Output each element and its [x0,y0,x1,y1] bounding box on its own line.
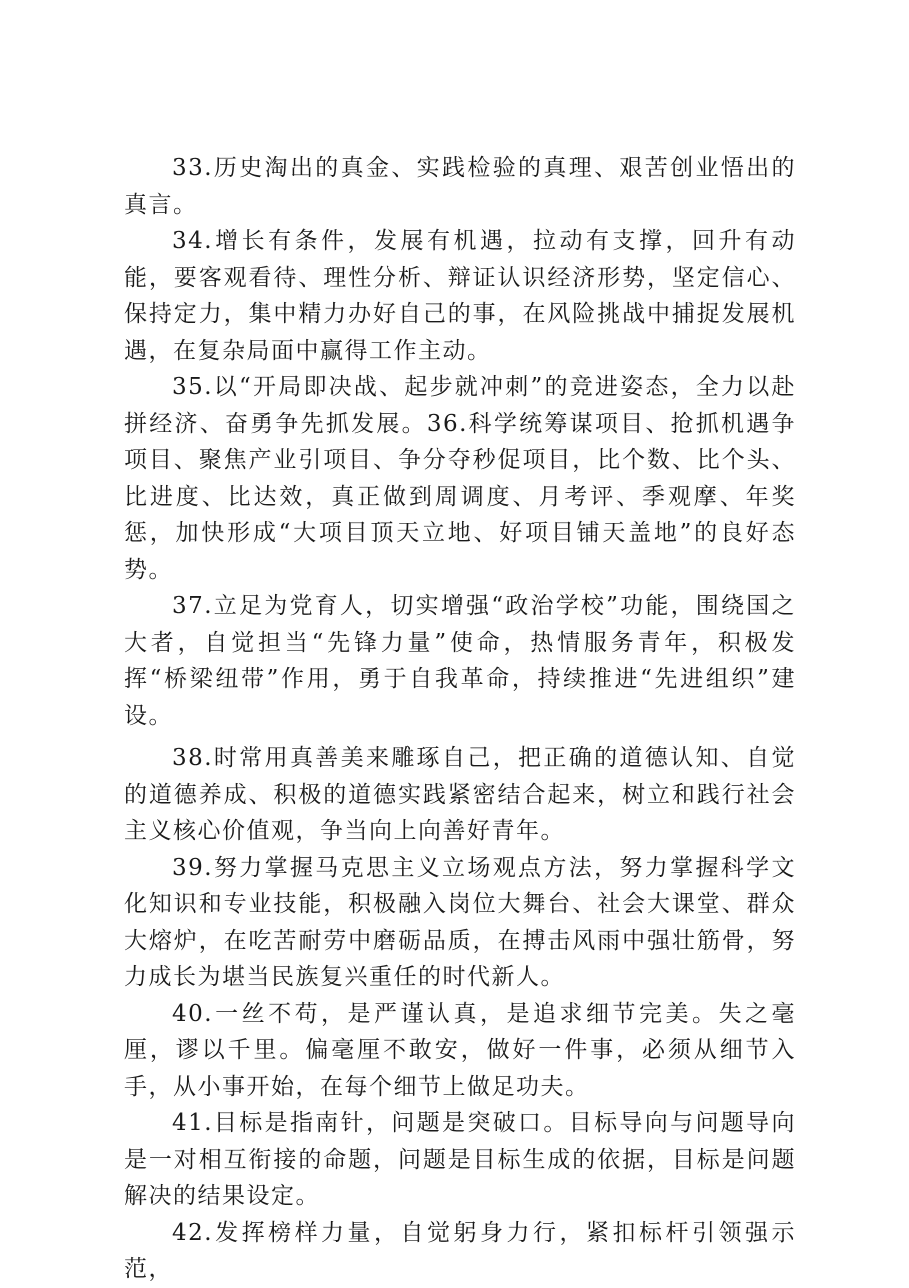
paragraph-34: 34.增长有条件，发展有机遇，拉动有支撑，回升有动能，要客观看待、理性分析、辩证认识经济形势，坚定信心、保持定力，集中精力办好自己的事，在风险挑战中捕捉发展机遇，在复杂局面中赢得工作主动。 [124,228,796,364]
paragraph-37: 37.立足为党育人，切实增强“政治学校”功能，围绕国之大者，自觉担当“先锋力量”使命，热情服务青年，积极发挥“桥梁纽带”作用，勇于自我革命，持续推进“先进组织”建设。 [124,593,796,729]
paragraph-33: 33.历史淘出的真金、实践检验的真理、艰苦创业悟出的真言。 [124,155,796,218]
paragraph-39: 39.努力掌握马克思主义立场观点方法，努力掌握科学文化知识和专业技能，积极融入岗位大舞台、社会大课堂、群众大熔炉，在吃苦耐劳中磨砺品质，在搏击风雨中强壮筋骨，努力成长为堪当民族复兴重任的时代新人。 [124,854,796,990]
paragraph-42: 42.发挥榜样力量，自觉躬身力行，紧扣标杆引领强示范， [124,1219,796,1282]
paragraph-41: 41.目标是指南针，问题是突破口。目标导向与问题导向是一对相互衔接的命题，问题是目标生成的依据，目标是问题解决的结果设定。 [124,1110,796,1209]
document-body [124,150,796,1288]
paragraph-38: 38.时常用真善美来雕琢自己，把正确的道德认知、自觉的道德养成、积极的道德实践紧密结合起来，树立和践行社会主义核心价值观，争当向上向善好青年。 [124,745,796,844]
paragraph-35-36: 35.以“开局即决战、起步就冲刺”的竞进姿态，全力以赴拼经济、奋勇争先抓发展。36.科学统筹谋项目、抢抓机遇争项目、聚焦产业引项目、争分夺秒促项目，比个数、比个头、比进度、比达效，真正做到周调度、月考评、季观摩、年奖惩，加快形成“大项目顶天立地、好项目铺天盖地”的良好态势。 [124,374,796,583]
paragraph-40: 40.一丝不苟，是严谨认真，是追求细节完美。失之毫厘，谬以千里。偏毫厘不敢安，做好一件事，必须从细节入手，从小事开始，在每个细节上做足功夫。 [124,1000,796,1100]
